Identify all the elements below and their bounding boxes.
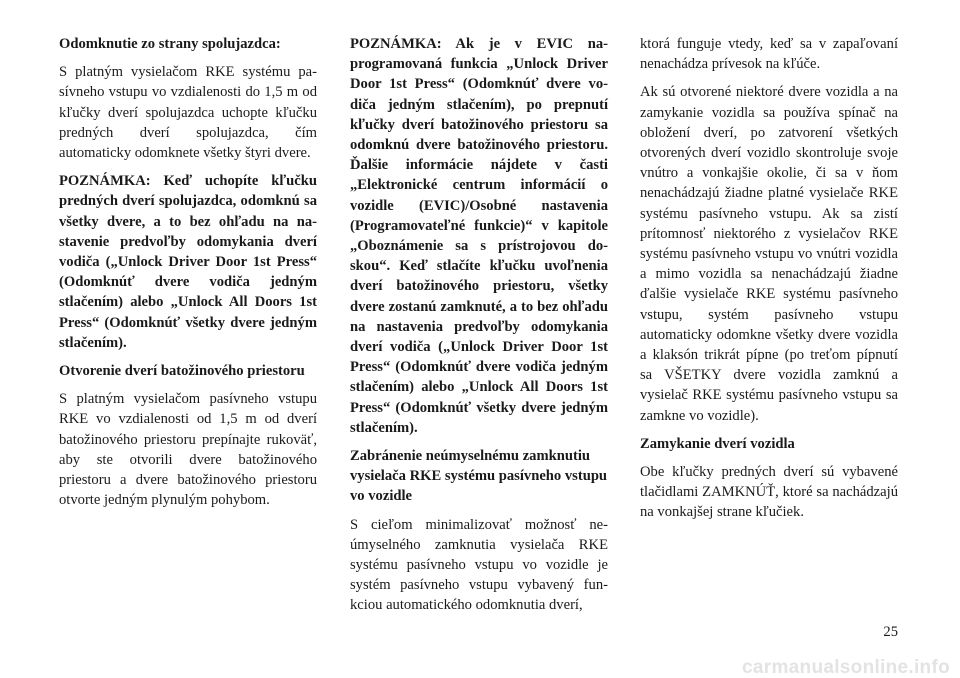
heading-door-locking: Zamykanie dverí vozidla	[640, 435, 795, 452]
note-passenger-unlock: POZNÁMKA: Keď uchopíte kľučku predných dverí spolujazdca, odomknú sa všetky dvere, a to bez ohľadu na nastavenie predvoľby odomykania dverí vodiča („Unlock Driver Door 1st Press“ (Odomknúť dvere vodiča jedným stlačením) alebo „Unlock All Doors 1st Press“ (Odomknúť všetky dvere jedným stlačením).	[59, 173, 317, 351]
heading-trunk-opening: Otvorenie dverí batožinového priestoru	[59, 363, 305, 380]
paragraph-trunk-opening: S platným vysielačom pasívneho vstupu RKE vo vzdialenosti od 1,5 m od dverí batožinového priestoru prepínajte rukoväť, aby ste otvorili dvere batožinového priestoru a dvere batožinového priestoru otvorte jedným plynulým pohybom.	[59, 391, 317, 509]
paragraph-passenger-unlock: S platným vysielačom RKE systému pasívneho vstupu vo vzdialenosti do 1,5 m od kľučky dverí spolujazdca uchopte kľučku predných dverí spolujazdca, čím automaticky odomknete všetky štyri dvere.	[59, 64, 317, 162]
heading-prevent-lockout: Zabránenie neúmyselnému zamknutiu vysielača RKE systému pasívneho vstupu vo vozidle	[350, 448, 608, 505]
left-column	[59, 34, 317, 518]
paragraph-door-locking: Obe kľučky predných dverí sú vybavené tlačidlami ZAMKNÚŤ, ktoré sa nachádzajú na vonkajšej strane kľučiek.	[640, 464, 898, 521]
paragraph-prevent-lockout: S cieľom minimalizovať možnosť neúmyselného zamknutia vysielača RKE systému pasívneho vstupu vo vozidle je systém pasívneho vstupu vybavený funkciou automatického odomknutia dverí,	[350, 516, 608, 614]
note-evic-programming: POZNÁMKA: Ak je v EVIC naprogramovaná funkcia „Unlock Driver Door 1st Press“ (Odomknúť dvere vodiča jedným stlačením), po prepnutí kľučky dverí batožinového priestoru sa odomknú dvere batožinového priestoru. Ďalšie informácie nájdete v časti „Elektronické centrum informácií o vozidle (EVIC)/Osobné nastavenia (Programovateľné funkcie)“ v kapitole „Oboznámenie sa s prístrojovou doskou“. Keď stlačíte kľučku uvoľnenia dverí batožinového priestoru, všetky dvere zostanú zamknuté, a to bez ohľadu na nastavenia predvoľby odomykania dverí vodiča („Unlock Driver Door 1st Press“ (Odomknúť dvere vodiča jedným stlačením) alebo „Unlock All Doors 1st Press“ (Odomknúť všetky dvere jedným stlačením).	[350, 36, 608, 436]
right-column	[640, 34, 898, 531]
middle-column	[350, 34, 608, 624]
heading-passenger-unlock: Odomknutie zo strany spolujazdca:	[59, 36, 281, 52]
paragraph-continuation: ktorá funguje vtedy, keď sa v zapaľovaní nenachádza prívesok na kľúče.	[640, 36, 898, 73]
watermark: carmanualsonline.info	[742, 656, 950, 678]
page-number: 25	[883, 624, 898, 640]
paragraph-doors-open: Ak sú otvorené niektoré dvere vozidla a na zamykanie vozidla sa používa spínač na obložení dverí, po zatvorení všetkých otvorených dverí vozidlo skontroluje svoje vnútro a vonkajšie okolie, či sa v ňom nenachádzajú žiadne platné vysielače RKE systému pasívneho vstupu. Ak sa zistí prítomnosť niektorého z vysielačov RKE systému pasívneho vstupu vo vnútri vozidla a mimo vozidla sa nenachádzajú žiadne ďalšie vysielače RKE systému pasívneho vstupu, systém pasívneho vstupu automaticky odomkne všetky dvere vozidla a klaksón trikrát pípne (po treťom pípnutí sa VŠETKY dvere vozidla zamknú a vysielač RKE systému pasívneho vstupu sa zamkne vo vozidle).	[640, 84, 898, 424]
